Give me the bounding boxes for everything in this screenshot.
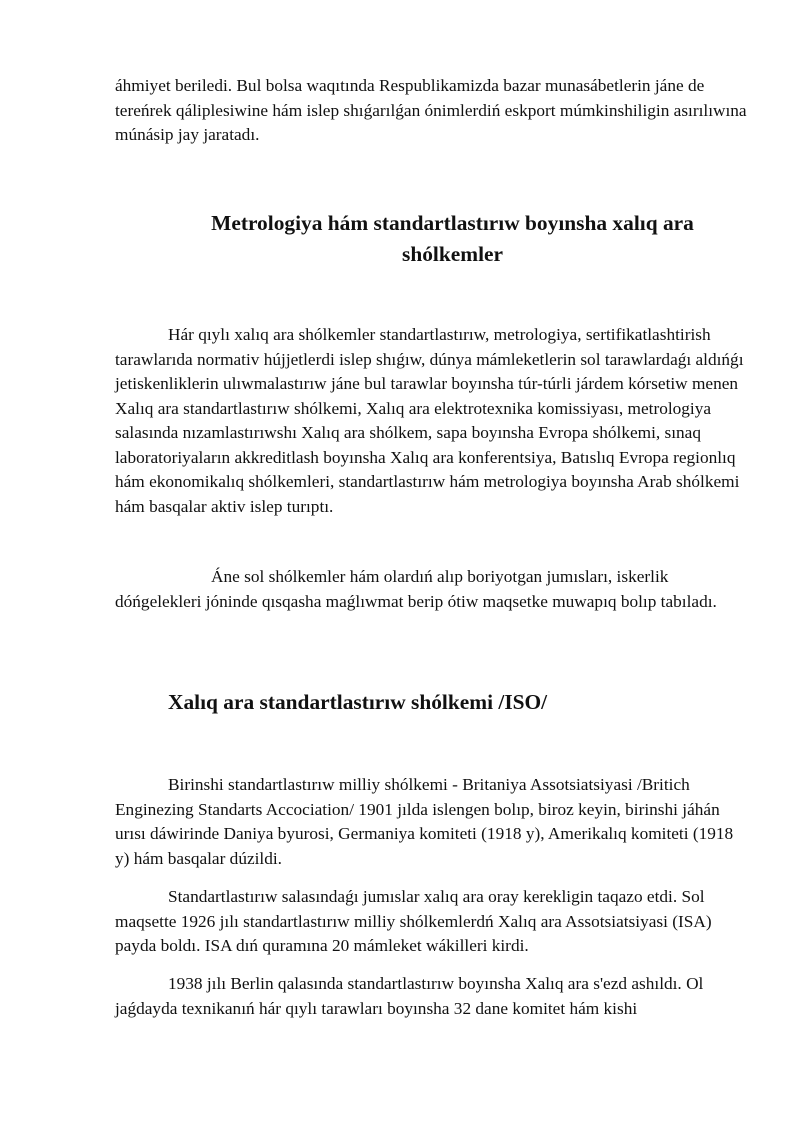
body-paragraph: 1938 jılı Berlin qalasında standartlastırıw boyınsha Xalıq ara s'ezd ashıldı. Ol jaǵdayda texnikanıń hár qıylı tarawları boyınsha 32 dane komitet hám kishi (115, 974, 704, 1018)
body-paragraph: Standartlastırıw salasındaǵı jumıslar xalıq ara oray kerekligin taqazo etdi. Sol maqsette 1926 jılı standartlastırıw milliy shólkemlerdń Xalıq ara Assotsiatsiyasi (ISA) payda boldı. ISA dıń quramına 20 mámleket wákilleri kirdi. (115, 887, 712, 955)
intro-paragraph: áhmiyet beriledi. Bul bolsa waqıtında Respublikamizda bazar munasábetlerin jáne de tereńrek qáliplesiwine hám islep shıǵarılǵan ónimlerdiń eskport múmkinshiligin asırılıwına múnásip jay jaratadı. (115, 76, 747, 144)
section-heading-iso: Xalıq ara standartlastırıw shólkemi /ISO/ (168, 690, 548, 714)
body-paragraph: Hár qıylı xalıq ara shólkemler standartlastırıw, metrologiya, sertifikatlashtirish tarawlarıda normativ hújjetlerdi islep shıǵıw, dúnya mámleketlerin sol tarawlardaǵı aldıńǵı jetiskenliklerin ulıwmalastırıw jáne bul tarawlar boyınsha túr-túrli járdem kórsetiw menen Xalıq ara standartlastırıw shólkemi, Xalıq ara elektrotexnika komissiyası, metrologiya salasında nızamlastırıwshı Xalıq ara shólkem, sapa boyınsha Evropa shólkemi, sınaq laboratoriyaların akkreditlash boyınsha Xalıq ara konferentsiya, Batıslıq Evropa regionlıq hám ekonomikalıq shólkemleri, standartlastırıw hám metrologiya boyınsha Arab shólkemi hám basqalar aktiv islep turıptı. (115, 325, 744, 516)
section-heading-international-organizations: Metrologiya hám standartlastırıw boyınsha xalıq ara shólkemler (211, 211, 694, 266)
body-paragraph: Áne sol shólkemler hám olardıń alıp boriyotgan jumısları, iskerlik dóńgelekleri jóninde qısqasha maǵlıwmat berip ótiw maqsetke muwapıq bolıp tabıladı. (115, 567, 717, 611)
body-paragraph: Birinshi standartlastırıw milliy shólkemi - Britaniya Assotsiatsiyasi /Britich Enginezing Standarts Accociation/ 1901 jılda islengen bolıp, biroz keyin, birinshi jáhán urısı dáwirinde Daniya byurosi, Germaniya komiteti (1918 y), Amerikalıq komiteti (1918 y) hám basqalar dúzildi. (115, 775, 734, 868)
